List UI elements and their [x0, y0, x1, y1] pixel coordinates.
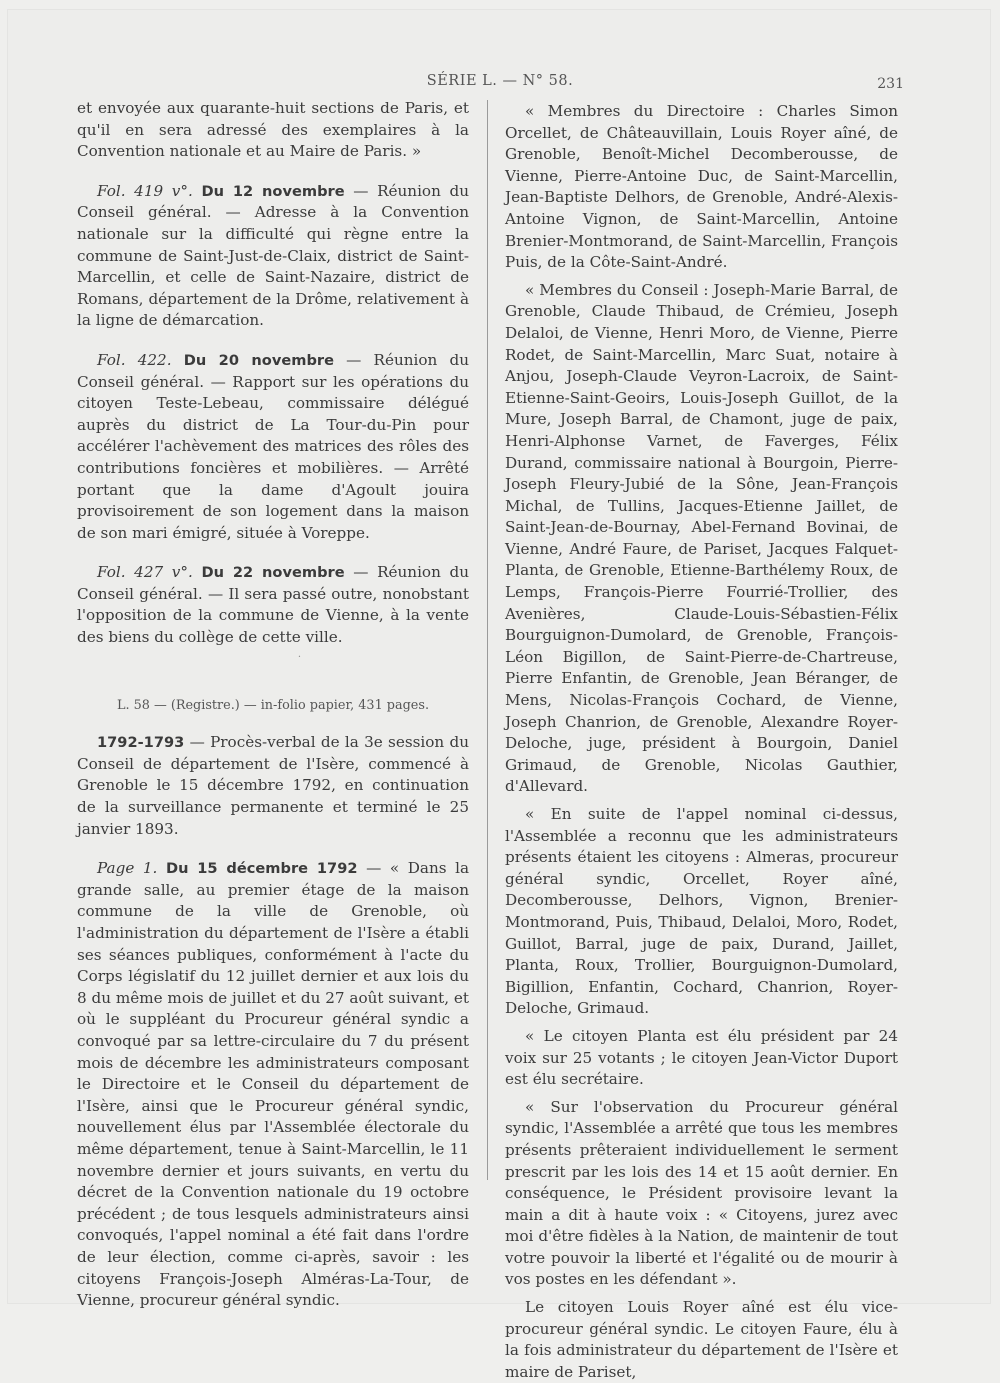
paragraph-appel: « En suite de l'appel nominal ci-dessus, l'Assemblée a reconnu que les administrateurs présents étaient les citoyens : Almeras, procureur général syndic, Orcellet, Royer aîné, Decomberousse, Delhors, Vignon, Brenier-Montmorand, Puis, Thibaud, Delaloi, Moro, Rodet, Guillot, Barral, juge de paix, Durand, Jaillet, Planta, Roux, Trollier, Bourguignon-Dumolard, Bigillion, Enfantin, Cochard, Chanrion, Royer-Deloche, Grimaud. — [505, 805, 898, 1018]
entry-page-1 — [77, 858, 469, 1311]
folio-ref: Fol. 422. — [97, 350, 172, 369]
entry-text: — « Dans la grande salle, au premier étage de la maison commune de la ville de Grenoble, où l'administration du département de l'Isère a établi ses séances publiques, conformément à l'acte du Corps législatif du 12 juillet dernier et aux lois du 8 du même mois de juillet et du 27 août suivant, et où le suppléant du Procureur général syndic a convoqué par sa lettre-circulaire du 7 du présent mois de décembre les administrateurs composant le Directoire et le Conseil du département de l'Isère, ainsi que le Procureur général syndic, nouvellement élus par l'Assemblée électorale du même département, tenue à Saint-Marcellin, le 11 novembre dernier et jours suivants, en vertu du décret de la Convention nationale du 19 octobre précédent ; de tous lesquels administrateurs ainsi convoqués, l'appel nominal a été fait dans l'ordre de leur élection, comme ci-après, savoir : les citoyens François-Joseph Alméras-La-Tour, de Vienne, procureur général syndic. — [77, 859, 470, 1310]
column-divider — [487, 100, 488, 1180]
entry-fol-427 — [77, 562, 469, 648]
paragraph-president: « Le citoyen Planta est élu président par 24 voix sur 25 votants ; le citoyen Jean-Victor Duport est élu secrétaire. — [505, 1026, 898, 1089]
paragraph-continuation: et envoyée aux quarante-huit sections de Paris, et qu'il en sera adressé des exemplaires à la Convention nationale et au Maire de Paris. » — [77, 99, 469, 161]
entry-date: Du 12 novembre — [201, 182, 345, 200]
entry-date: Du 22 novembre — [201, 564, 345, 582]
entry-fol-419 — [77, 181, 469, 332]
running-header: SÉRIE L. — N° 58. — [426, 73, 574, 89]
folio-ref: Page 1. — [97, 859, 158, 878]
entry-date: Du 15 décembre 1792 — [165, 860, 358, 878]
folio-ref: Fol. 419 v°. — [97, 181, 193, 200]
paragraph-conseil: « Membres du Conseil : Joseph-Marie Barral, de Grenoble, Claude Thibaud, de Crémieu, Joseph Delaloi, de Vienne, Henri Moro, de Vienne, Pierre Rodet, de Saint-Marcellin, Marc Suat, notaire à Anjou, Joseph-Claude Veyron-Lacroix, de Saint-Etienne-Saint-Geoirs, Louis-Joseph Guillot, de la Mure, Joseph Barral, de Chamont, juge de paix, Henri-Alphonse Varnet, de Faverges, Félix Durand, commissaire national à Bourgoin, Pierre-Joseph Fleury-Jubié de la Sône, Jean-François Michal, de Tullins, Jacques-Etienne Jaillet, de Saint-Jean-de-Bournay, Abel-Fernand Bovinai, de Vienne, André Faure, de Pariset, Jacques Falquet-Planta, de Grenoble, Etienne-Barthélemy Roux, de Lemps, François-Pierre Fourrié-Trollier, des Avenières, Claude-Louis-Sébastien-Félix Bourguignon-Dumolard, de Grenoble, François-Léon Bigillon, de Saint-Pierre-de-Chartreuse, Pierre Enfantin, de Grenoble, Jean Béranger, de Mens, Nicolas-François Cochard, de Vienne, Joseph Chanrion, de Grenoble, Alexandre Royer-Deloche, juge, président à Bourgoin, Daniel Grimaud, de Grenoble, Nicolas Gauthier, d'Allevard. — [505, 280, 898, 796]
folio-ref: Fol. 427 v°. — [97, 563, 193, 582]
entry-fol-422 — [77, 350, 469, 544]
register-subheading: L. 58 — (Registre.) — in-folio papier, 431 pages. — [116, 697, 430, 713]
entry-text: — Réunion du Conseil général. — Il sera passé outre, nonobstant l'opposition de la commune de Vienne, à la vente des biens du collège de cette ville. — [77, 563, 469, 647]
entry-text: — Réunion du Conseil général. — Rapport sur les opérations du citoyen Teste-Lebeau, commissaire délégué auprès du district de La Tour-du-Pin pour accélérer l'achèvement des matrices des rôles des contributions foncières et mobilières. — Arrêté portant que la dame d'Agoult jouira provisoirement de son logement dans la maison de son mari émigré, située à Voreppe. — [77, 350, 470, 542]
paragraph-vice-procureur: Le citoyen Louis Royer aîné est élu vice-procureur général syndic. Le citoyen Faure, élu à la fois administrateur du département de l'Isère et maire de Pariset, — [505, 1298, 898, 1381]
left-column — [77, 98, 469, 1312]
paragraph-directoire: « Membres du Directoire : Charles Simon Orcellet, de Châteauvillain, Louis Royer aîné, de Grenoble, Benoît-Michel Decomberousse, de Vienne, Pierre-Antoine Duc, de Saint-Marcellin, Jean-Baptiste Delhors, de Grenoble, André-Alexis-Antoine Vignon, de Saint-Marcellin, Antoine Brenier-Montmorand, de Saint-Marcellin, François Puis, de la Côte-Saint-André. — [505, 102, 898, 272]
entry-1792-1793 — [77, 732, 469, 840]
entry-date: 1792-1793 — [97, 734, 185, 752]
entry-text: — Réunion du Conseil général. — Adresse à la Convention nationale sur la difficulté qui règne entre la commune de Saint-Just-de-Claix, district de Saint-Marcellin, et celle de Saint-Nazaire, district de Romans, département de la Drôme, relativement à la ligne de démarcation. — [77, 181, 469, 330]
paragraph-serment: « Sur l'observation du Procureur général syndic, l'Assemblée a arrêté que tous les membres présents prêteraient individuellement le serment prescrit par les lois des 14 et 15 août dernier. En conséquence, le Président provisoire levant la main a dit à haute voix : « Citoyens, jurez avec moi d'être fidèles à la Nation, de maintenir de tout votre pouvoir la liberté et l'égalité ou de mourir à vos postes en les défendant ». — [505, 1097, 898, 1289]
entry-date: Du 20 novembre — [183, 351, 334, 369]
entry-text: — Procès-verbal de la 3e session du Conseil de département de l'Isère, commencé à Grenoble le 15 décembre 1792, en continuation de la surveillance permanente et terminé le 25 janvier 1893. — [77, 733, 469, 838]
page-number: 231 — [877, 76, 904, 92]
right-column — [505, 101, 898, 1383]
stray-dot: . — [297, 648, 301, 660]
